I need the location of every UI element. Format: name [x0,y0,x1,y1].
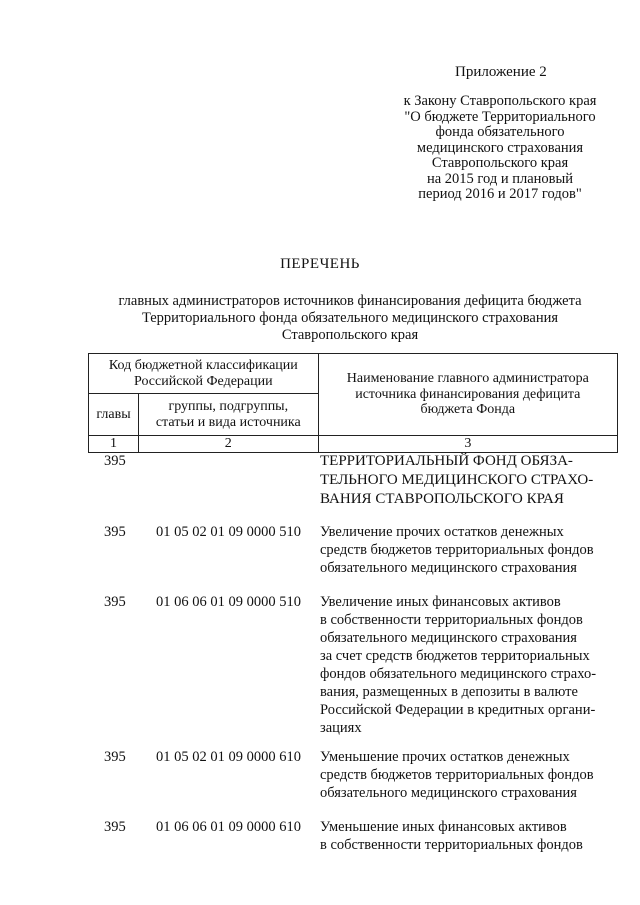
annex-note-line: к Закону Ставропольского края [403,93,597,109]
header-name [318,354,617,436]
name-line: Российской Федерации в кредитных органи- [320,702,596,718]
header-group-line: группы, подгруппы, [168,399,289,414]
name-line: обязательного медицинского страхования [320,630,577,646]
subtitle-line: Территориального фонда обязательного медицинского страхования [141,310,559,326]
name-line: средств бюджетов территориальных фондов [320,767,594,783]
name-line: за счет средств бюджетов территориальных [320,648,590,664]
header-name-line: источника финансирования дефицита [355,386,581,402]
annex-note-line: Ставропольского края [431,155,569,171]
name-line: Увеличение иных финансовых активов [320,594,561,610]
name-line: вания, размещенных в депозиты в валюте [320,684,578,700]
name-line: Уменьшение прочих остатков денежных [320,749,570,765]
name-line: зациях [320,720,362,736]
table-header [88,353,618,453]
header-group [138,394,318,436]
document-subtitle [80,293,620,344]
source-name [320,818,620,854]
name-line: ТЕЛЬНОГО МЕДИЦИНСКОГО СТРАХО- [320,472,594,488]
annex-note-line: период 2016 и 2017 годов" [418,186,582,202]
name-line: средств бюджетов территориальных фондов [320,542,594,558]
name-line: в собственности территориальных фондов [320,612,583,628]
annex-note-line: "О бюджете Территориального [404,108,596,125]
source-code: 01 06 06 01 09 0000 610 [156,819,301,835]
source-name [320,593,620,737]
name-line: Увеличение прочих остатков денежных [320,524,564,540]
name-line: ТЕРРИТОРИАЛЬНЫЙ ФОНД ОБЯЗА- [320,453,573,469]
annex-title: Приложение 2 [455,64,547,80]
source-code: 01 06 06 01 09 0000 510 [156,594,301,610]
subtitle-line: Ставропольского края [281,327,419,343]
header-name-line: бюджета Фонда [420,402,516,418]
name-line: в собственности территориальных фондов [320,837,583,853]
header-classification-line: Российской Федерации [134,373,273,389]
header-classification-line: Код бюджетной классификации [108,358,298,373]
annex-note [385,94,615,203]
annex-note-line: медицинского страхования [416,139,584,156]
name-line: Уменьшение иных финансовых активов [320,819,567,835]
header-group-line: статьи и вида источника [155,414,301,430]
name-line: ВАНИЯ СТАВРОПОЛЬСКОГО КРАЯ [320,491,564,507]
name-line: обязательного медицинского страхования [320,785,577,801]
chapter-code: 395 [104,819,126,835]
annex-note-line: фонда обязательного [435,124,565,140]
name-line: фондов обязательного медицинского страхо- [320,666,597,682]
name-line: обязательного медицинского страхования [320,560,577,576]
header-chapter: главы [89,394,139,436]
source-code: 01 05 02 01 09 0000 610 [156,749,301,765]
column-number: 2 [138,436,318,453]
chapter-code: 395 [104,594,126,610]
annex-note-line: на 2015 год и плановый [426,170,574,187]
source-code: 01 05 02 01 09 0000 510 [156,524,301,540]
chapter-code: 395 [104,524,126,540]
header-name-line: Наименование главного администратора [346,371,589,387]
column-number: 3 [318,436,617,453]
column-number: 1 [89,436,139,453]
subtitle-line: главных администраторов источников финансирования дефицита бюджета [118,293,582,309]
header-classification [89,354,319,394]
administrator-name [320,452,620,509]
source-name [320,748,620,802]
document-title: ПЕРЕЧЕНЬ [280,256,360,272]
chapter-code: 395 [104,749,126,765]
source-name [320,523,620,577]
chapter-code: 395 [104,453,126,469]
